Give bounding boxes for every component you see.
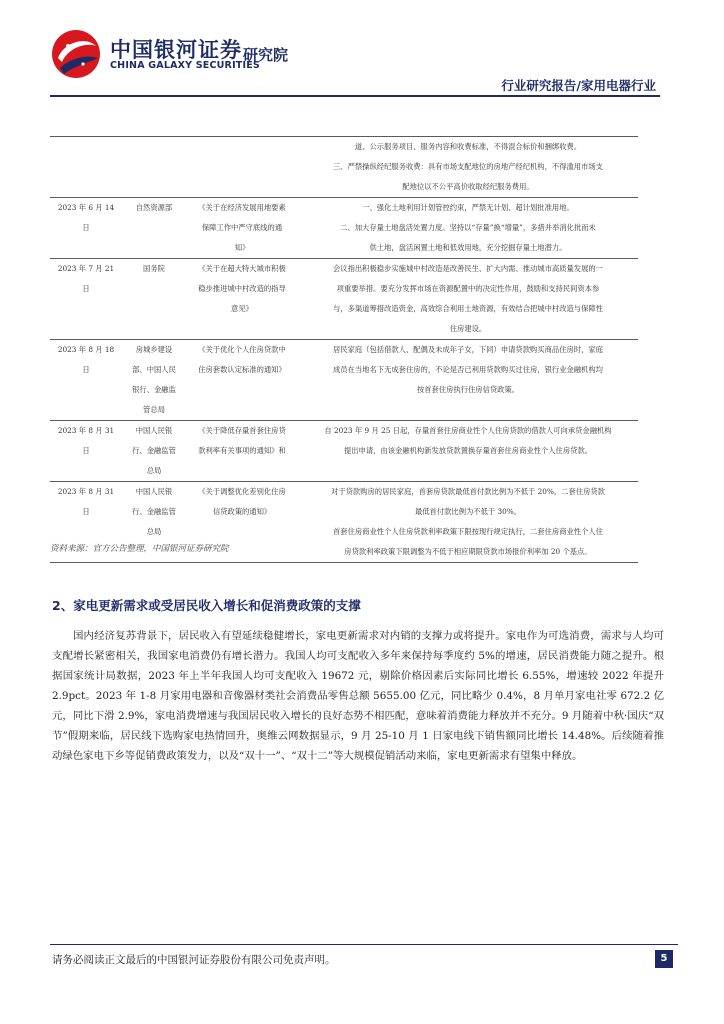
document-cell [186, 198, 298, 259]
table-cell-line: 对于贷款购房的居民家庭，首套房贷款最低首付款比例为不低于 20%，二套住房贷款 [331, 487, 605, 496]
table-cell-line: 自 2023 年 9 月 25 日起，存量首套住房商业性个人住房贷款的借款人可向承贷金融机构 [324, 426, 612, 435]
table-cell-line: 意见》 [231, 304, 253, 313]
table-cell-line: 2023 年 8 月 31 [57, 426, 115, 435]
logo-chinese-name: 中国银河证券 [110, 38, 242, 62]
date-cell [50, 198, 122, 259]
page-number-badge: 5 [655, 950, 673, 968]
section-body-paragraph: 国内经济复苏背景下，居民收入有望延续稳健增长，家电更新需求对内销的支撑力或将提升。家电作为可选消费，需求与人均可支配增长紧密相关，我国家电消费仍有增长潜力。我国人均可支配收入多年来保持每季度约 5%的增速，居民消费能力随之提升。根据国家统计局数据，2023 年上半年我国人均可支配收入 19672 元，剔除价格因素后实际同比增长 6.55%，增速较 2022 年提升 2.9pct。2023 年 1-8 月家用电器和音像器材类社会消费品零售总额 5655.00 亿元，同比略少 0.4%，8 月单月家电社零 672.2 亿元，同比下滑 2.9%，家电消费增速与我国居民收入增长的良好态势不相匹配，意味着消费能力释放并不充分。9 月随着中秋·国庆“双节”假期来临，居民线下选购家电热情回升，奥维云网数据显示，9 月 25-10 月 1 日家电线下销售额同比增长 14.48%。后续随着推动绿色家电下乡等促销费政策发力，以及“双十一”、“双十二”等大规模促销活动来临，家电更新需求有望集中释放。 [52, 630, 664, 762]
department-cell [122, 198, 186, 259]
table-cell-line: 《关于在超大特大城市积极 [198, 264, 286, 273]
table-cell-line: 2023 年 8 月 31 [57, 487, 115, 496]
section-title: 2、家电更新需求或受居民收入增长和促消费政策的支撑 [52, 598, 361, 613]
table-row [50, 421, 638, 482]
table-cell-line: 信贷政策的通知》 [212, 507, 272, 516]
table-cell-line: 《关于优化个人住房贷款中 [198, 345, 286, 354]
department-cell [122, 259, 186, 340]
table-cell-line: 管总局 [143, 405, 165, 414]
table-cell-line: 2023 年 8 月 18 [57, 345, 115, 354]
table-cell-line: 总局 [146, 527, 162, 536]
table-cell-line: 2023 年 7 月 21 [57, 264, 115, 273]
table-cell-line: 房贷款利率政策下限调整为不低于相应期限贷款市场报价利率加 20 个基点。 [344, 547, 592, 556]
content-cell [298, 198, 638, 259]
content-cell [298, 340, 638, 421]
table-cell-line: 知》 [234, 243, 250, 252]
table-cell-line: 成员在当地名下无成套住房的，不论是否已利用贷款购买过住房，银行业金融机构均 [333, 365, 603, 374]
date-cell [50, 259, 122, 340]
footer-divider [50, 944, 678, 945]
table-cell-line: 2023 年 6 月 14 [57, 203, 115, 212]
table-cell-line: 住房套数认定标准的通知》 [198, 365, 286, 374]
document-cell [186, 340, 298, 421]
table-cell-line: 自然资源部 [135, 203, 173, 212]
table-cell-line: 部、中国人民 [132, 365, 176, 374]
document-cell [186, 421, 298, 482]
table-cell-line: 《关于降低存量首套住房贷 [198, 426, 286, 435]
table-cell-line: 最低首付款比例为不低于 30%。 [414, 507, 522, 516]
table-cell-line: 配地位以不公平高价收取经纪服务费用。 [402, 182, 534, 191]
table-row [50, 137, 638, 198]
table-cell-line: 日 [82, 284, 90, 293]
galaxy-logo-icon [50, 28, 102, 80]
table-cell-line: 一、强化土地利用计划管控约束，严禁无计划、超计划批准用地。 [362, 203, 574, 212]
table-cell-line: 项重要举措。要充分发挥市场在资源配置中的决定性作用，鼓励和支持民间资本参 [336, 284, 600, 293]
table-cell-line: 居民家庭（包括借款人、配偶及未成年子女，下同）申请贷款购买商品住房时，家庭 [333, 345, 603, 354]
table-cell-line: 日 [82, 507, 90, 516]
date-cell [50, 421, 122, 482]
content-cell [298, 259, 638, 340]
table-row [50, 198, 638, 259]
table-cell-line: 房城乡建设 [135, 345, 173, 354]
table-cell-line: 住房建设。 [449, 324, 487, 333]
content-cell [298, 137, 638, 198]
table-cell-line: 二、加大存量土地盘活处置力度。坚持以“存量”换“增量”，多措并举消化批而未 [340, 223, 596, 232]
table-source-note: 资料来源：官方公告整理，中国银河证券研究院 [50, 544, 229, 554]
table-cell-line: 银行、金融监 [132, 385, 176, 394]
report-type-label: 行业研究报告/家用电器行业 [501, 78, 656, 93]
date-cell [50, 340, 122, 421]
table-cell-line: 道、公示服务项目、服务内容和收费标准，不得混合标价和捆绑收费。 [354, 142, 582, 151]
logo-research-institute: 研究院 [243, 46, 289, 64]
department-cell [122, 421, 186, 482]
table-cell-line: 行、金融监管 [132, 446, 176, 455]
content-cell [298, 421, 638, 482]
table-cell-line: 三、严禁操纵经纪服务收费：具有市场支配地位的房地产经纪机构，不得滥用市场支 [333, 162, 603, 171]
page-header [0, 0, 724, 100]
table-cell-line: 日 [82, 446, 90, 455]
table-cell-line: 《关于在经济发展用地要素 [198, 203, 286, 212]
department-cell [122, 340, 186, 421]
table-cell-line: 保障工作中严守底线的通 [201, 223, 283, 232]
table-cell-line: 《关于调整优化差别化住房 [198, 487, 286, 496]
policy-table-body [50, 137, 638, 563]
document-cell [186, 259, 298, 340]
table-cell-line: 总局 [146, 466, 162, 475]
header-divider [50, 95, 660, 97]
table-cell-line: 提出申请，由该金融机构新发放贷款置换存量首套住房商业性个人住房贷款。 [343, 446, 593, 455]
table-cell-line: 会议指出积极稳步实施城中村改造是改善民生、扩大内需、推动城市高质量发展的一 [333, 264, 603, 273]
table-row [50, 340, 638, 421]
table-cell-line: 行、金融监管 [132, 507, 176, 516]
table-cell-line: 供土地，盘活闲置土地和低效用地，充分挖掘存量土地潜力。 [369, 243, 567, 252]
footer-disclaimer: 请务必阅读正文最后的中国银河证券股份有限公司免责声明。 [52, 954, 336, 966]
policy-table [50, 136, 638, 563]
table-cell-line: 与，多渠道筹措改造资金，高效综合利用土地资源，有效结合把城中村改造与保障性 [333, 304, 603, 313]
table-cell-line: 稳步推进城中村改造的指导 [198, 284, 286, 293]
logo-english-name: CHINA GALAXY SECURITIES [110, 60, 260, 71]
table-cell-line: 国务院 [143, 264, 165, 273]
table-row [50, 259, 638, 340]
table-cell-line: 中国人民银 [135, 426, 173, 435]
table-cell-line: 按首套住房执行住房信贷政策。 [416, 385, 520, 394]
table-cell-line: 首套住房商业性个人住房贷款利率政策下限按现行规定执行，二套住房商业性个人住 [333, 527, 603, 536]
table-cell-line: 款利率有关事项的通知》和 [198, 446, 286, 455]
content-cell [298, 482, 638, 563]
table-cell-line: 日 [82, 365, 90, 374]
table-cell-line: 中国人民银 [135, 487, 173, 496]
table-cell-line: 日 [82, 223, 90, 232]
